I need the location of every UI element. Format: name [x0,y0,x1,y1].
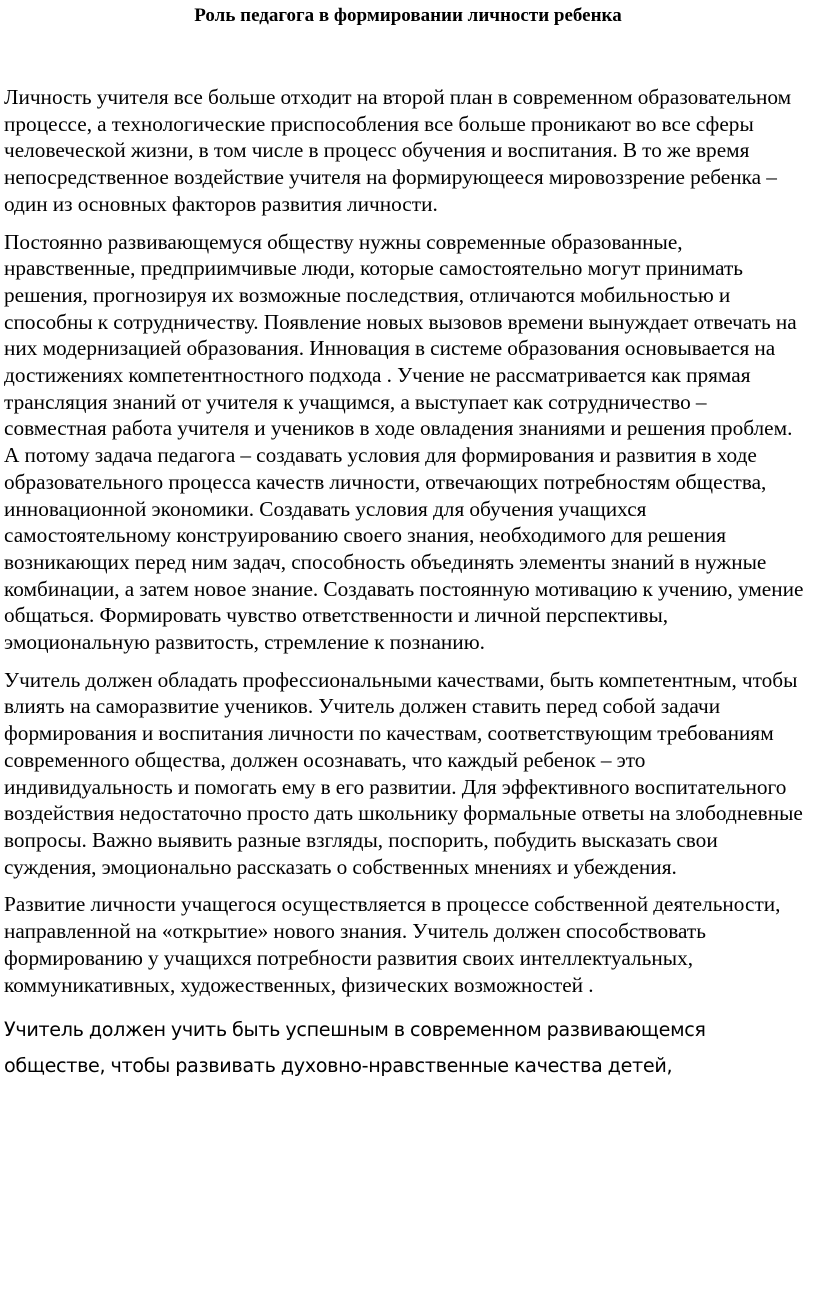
document-title: Роль педагога в формировании личности ребенка [194,5,622,26]
document-body [4,84,810,1084]
paragraph-3: Учитель должен обладать профессиональными качествами, быть компетентным, чтобы влиять на саморазвитие учеников. Учитель должен ставить перед собой задачи формирования и воспитания личности по качествам, соответствующим требованиям современного общества, должен осознавать, что каждый ребенок – это индивидуальность и помогать ему в его развитии. Для эффективного воспитательного воздействия недостаточно просто дать школьнику формальные ответы на злободневные вопросы. Важно выявить разные взгляды, поспорить, побудить высказать свои суждения, эмоционально рассказать о собственных мнениях и убеждения. [4,667,803,879]
paragraph-4: Развитие личности учащегося осуществляется в процессе собственной деятельности, направленной на «открытие» нового знания. Учитель должен способствовать формированию у учащихся потребности развития своих интеллектуальных, коммуникативных, художественных, физических возможностей . [4,892,781,997]
paragraph-1: Личность учителя все больше отходит на второй план в современном образовательном процессе, а технологические приспособления все больше проникают во все сферы человеческой жизни, в том числе в процесс обучения и воспитания. В то же время непосредственное воздействие учителя на формирующееся мировоззрение ребенка – один из основных факторов развития личности. [4,85,792,216]
paragraph-2: Постоянно развивающемуся обществу нужны современные образованные, нравственные, предприимчивые люди, которые самостоятельно могут принимать решения, прогнозируя их возможные последствия, отличаются мобильностью и способны к сотрудничеству. Появление новых вызовов времени вынуждает отвечать на них модернизацией образования. Инновация в системе образования основывается на достижениях компетентностного подхода . Учение не рассматривается как прямая трансляция знаний от учителя к учащимся, а выступает как сотрудничество – совместная работа учителя и учеников в ходе овладения знаниями и решения проблем. А потому задача педагога – создавать условия для формирования и развития в ходе образовательного процесса качеств личности, отвечающих потребностям общества, инновационной экономики. Создавать условия для обучения учащихся самостоятельному конструированию своего знания, необходимого для решения возникающих перед ним задач, способность объединять элементы знаний в нужные комбинации, а затем новое знание. Создавать постоянную мотивацию к учению, умение общаться. Формировать чувство ответственности и личной перспективы, эмоциональную развитость, стремление к познанию. [4,229,804,655]
closing-paragraph: Учитель должен учить быть успешным в современном развивающемся обществе, чтобы развивать духовно-нравственные качества детей, [4,1018,706,1078]
